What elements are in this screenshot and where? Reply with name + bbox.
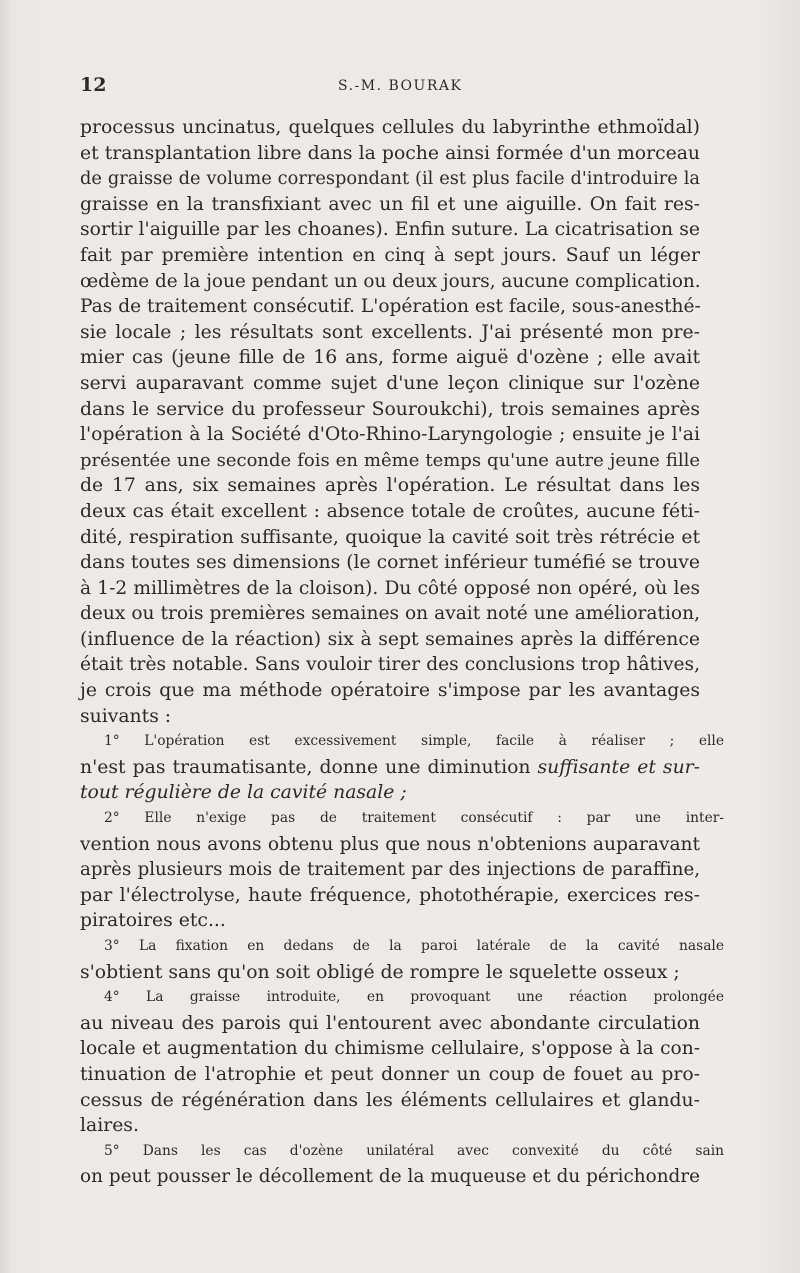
text-line: locale et augmentation du chimisme cellulaire, s'oppose à la con- — [80, 1038, 700, 1060]
text-line: de 17 ans, six semaines après l'opération. Le résultat dans les — [80, 475, 700, 497]
text-line: Pas de traitement consécutif. L'opération est facile, sous-anesthé- — [80, 296, 701, 318]
text-line: l'opération à la Société d'Oto-Rhino-Laryngologie ; ensuite je l'ai — [80, 424, 700, 446]
text-line — [80, 755, 700, 781]
text-line: servi auparavant comme sujet d'une leçon clinique sur l'ozène — [80, 372, 700, 394]
text-line: je crois que ma méthode opératoire s'impose par les avantages — [80, 680, 700, 702]
text-line: s'obtient sans qu'on soit obligé de rompre le squelette osseux ; — [80, 961, 680, 983]
text-line: dité, respiration suffisante, quoique la cavité soit très rétrécie et — [80, 526, 700, 548]
text-line: 1° L'opération est excessivement simple, facile à réaliser ; elle — [104, 733, 724, 750]
text-line: œdème de la joue pendant un ou deux jours, aucune complication. — [80, 270, 701, 292]
text-line: par l'électrolyse, haute fréquence, photothérapie, exercices res- — [80, 884, 700, 906]
text-line: 4° La graisse introduite, en provoquant une réaction prolongée — [104, 989, 724, 1006]
advantage-4 — [80, 985, 724, 1139]
text-line: de graisse de volume correspondant (il est plus facile d'introduire la — [80, 168, 700, 190]
advantage-3 — [80, 934, 724, 985]
text-line: tinuation de l'atrophie et peut donner un coup de fouet au pro- — [80, 1063, 700, 1085]
advantage-2 — [80, 806, 724, 934]
emphasis-text: tout régulière de la cavité nasale ; — [80, 782, 407, 804]
text-line: (influence de la réaction) six à sept semaines après la différence — [80, 628, 700, 650]
text-line: et transplantation libre dans la poche ainsi formée d'un morceau — [80, 142, 700, 164]
text-line: on peut pousser le décollement de la muqueuse et du périchondre — [80, 1166, 700, 1188]
running-head: S.-M. BOURAK — [338, 78, 463, 94]
text-line: dans toutes ses dimensions (le cornet inférieur tuméfié se trouve — [80, 552, 701, 574]
text-line: vention nous avons obtenu plus que nous n'obtenions auparavant — [80, 833, 700, 855]
text-line: après plusieurs mois de traitement par des injections de paraffine, — [80, 859, 700, 881]
text-line: cessus de régénération dans les éléments cellulaires et glandu- — [80, 1089, 700, 1111]
text-line — [80, 780, 700, 806]
text-line: 3° La fixation en dedans de la paroi latérale de la cavité nasale — [104, 938, 724, 954]
text-segment: n'est pas traumatisante, donne une diminution — [80, 756, 538, 778]
text-line: présentée une seconde fois en même temps qu'une autre jeune fille — [80, 449, 700, 471]
text-line: graisse en la transfixiant avec un fil et une aiguille. On fait res- — [80, 193, 700, 215]
text-line: 5° Dans les cas d'ozène unilatéral avec convexité du côté sain — [104, 1142, 724, 1159]
advantage-5 — [80, 1139, 724, 1190]
text-line: 2° Elle n'exige pas de traitement consécutif : par une inter- — [104, 810, 724, 827]
page-header — [80, 74, 700, 98]
text-line: était très notable. Sans vouloir tirer des conclusions trop hâtives, — [80, 654, 700, 676]
text-line: mier cas (jeune fille de 16 ans, forme aiguë d'ozène ; elle avait — [80, 347, 700, 369]
text-line: fait par première intention en cinq à sept jours. Sauf un léger — [80, 244, 700, 266]
advantage-1 — [80, 729, 724, 806]
text-line: deux cas était excellent : absence totale de croûtes, aucune féti- — [80, 500, 700, 522]
emphasis-text: suffisante et sur- — [537, 756, 700, 778]
text-line: au niveau des parois qui l'entourent avec abondante circulation — [80, 1012, 700, 1034]
text-line: suivants : — [80, 705, 172, 727]
page-number: 12 — [80, 74, 107, 96]
text-line: piratoires etc... — [80, 910, 226, 932]
text-line: sie locale ; les résultats sont excellents. J'ai présenté mon pre- — [80, 321, 700, 343]
text-line: à 1-2 millimètres de la cloison). Du côté opposé non opéré, où les — [80, 577, 700, 599]
paragraph-continuation — [80, 115, 700, 729]
body-text — [80, 115, 724, 1190]
text-line: laires. — [80, 1115, 139, 1137]
text-line: deux ou trois premières semaines on avait noté une amélioration, — [80, 603, 700, 625]
text-line: sortir l'aiguille par les choanes). Enfin suture. La cicatrisation se — [80, 219, 700, 241]
text-line: processus uncinatus, quelques cellules du labyrinthe ethmoïdal) — [80, 117, 700, 138]
text-line: dans le service du professeur Souroukchi), trois semaines après — [80, 398, 700, 420]
